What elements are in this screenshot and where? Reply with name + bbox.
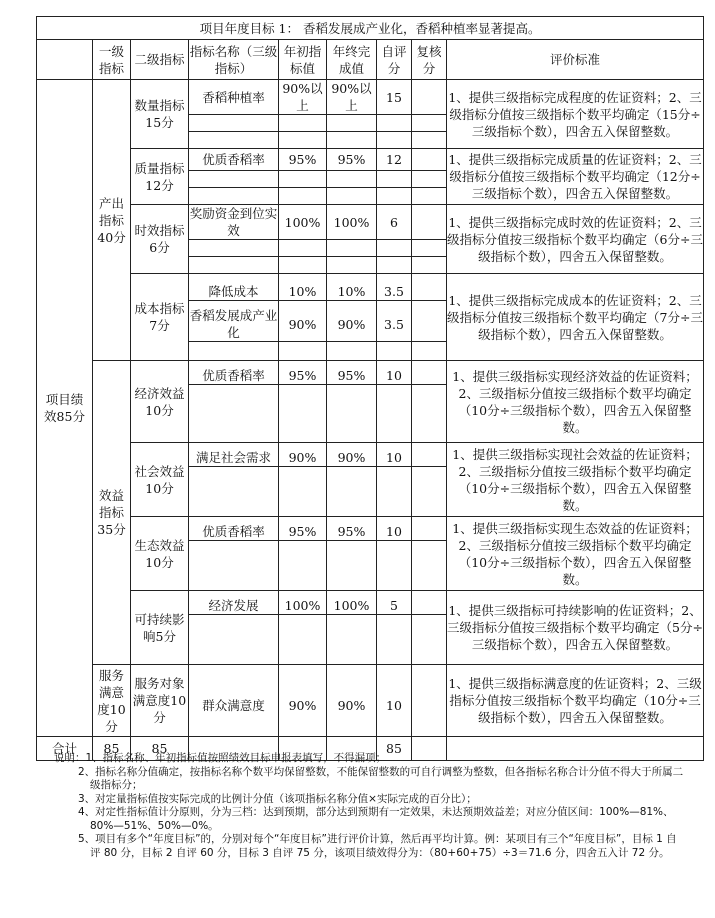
note-5: 5、项目有多个“年度目标”的，分别对每个“年度目标”进行评价计算，然后再平均计算。例：某项目有三个“年度目标”，目标 1 自评 80 分，目标 2 自评 60 分，目标 3 自评 75 分，该项目绩效得分为：（80+60+75）÷3＝71.6 分，四舍五入计 72 分。 <box>78 833 677 859</box>
blank-header-cell <box>37 40 93 80</box>
cost-score-1: 3.5 <box>377 274 412 301</box>
cost-initial-2: 90% <box>279 301 327 342</box>
social-initial: 90% <box>279 443 327 467</box>
quality-initial: 95% <box>279 149 327 171</box>
header-initial: 年初指标值 <box>279 40 327 80</box>
service-score: 10 <box>377 665 412 737</box>
economic-criteria: 1、提供三级指标实现经济效益的佐证资料；2、三级指标分值按三级指标个数平均确定（10分÷三级指标个数），四舍五入保留整数。 <box>447 361 704 443</box>
project-label: 项目绩效85分 <box>37 80 93 737</box>
note-1: 1、指标名称、年初指标值按照绩效目标申报表填写，不得漏项； <box>85 752 387 764</box>
timeliness-label: 时效指标6分 <box>131 205 189 274</box>
header-level2: 二级指标 <box>131 40 189 80</box>
ecological-criteria: 1、提供三级指标实现生态效益的佐证资料；2、三级指标分值按三级指标个数平均确定（10分÷三级指标个数），四舍五入保留整数。 <box>447 517 704 591</box>
sustainable-score: 5 <box>377 591 412 615</box>
economic-name: 优质香稻率 <box>189 361 279 385</box>
header-name: 指标名称（三级指标） <box>189 40 279 80</box>
economic-initial: 95% <box>279 361 327 385</box>
ecological-score: 10 <box>377 517 412 541</box>
service-review <box>412 665 447 737</box>
quantity-label: 数量指标15分 <box>131 80 189 149</box>
sustainable-review <box>412 591 447 615</box>
quality-final: 95% <box>327 149 377 171</box>
quality-review <box>412 149 447 171</box>
header-criteria: 评价标准 <box>447 40 704 80</box>
quality-label: 质量指标12分 <box>131 149 189 205</box>
notes-section <box>54 752 686 860</box>
service-criteria: 1、提供三级指标满意度的佐证资料；2、三级指标分值按三级指标个数平均确定（10分÷三级指标个数），四舍五入保留整数。 <box>447 665 704 737</box>
timeliness-final: 100% <box>327 205 377 240</box>
social-score: 10 <box>377 443 412 467</box>
total-label: 合计 <box>37 737 93 761</box>
group-benefit: 效益指标35分 <box>93 361 131 665</box>
timeliness-score: 6 <box>377 205 412 240</box>
cost-criteria: 1、提供三级指标完成成本的佐证资料；2、三级指标分值按三级指标个数平均确定（7分÷三级指标个数），四舍五入保留整数。 <box>447 274 704 361</box>
total-level1: 85 <box>93 737 131 761</box>
cost-name-2: 香稻发展成产业化 <box>189 301 279 342</box>
header-final: 年终完成值 <box>327 40 377 80</box>
notes-lead: 说明： <box>54 752 86 764</box>
timeliness-name: 奖励资金到位实效 <box>189 206 278 238</box>
service-name: 群众满意度 <box>189 665 279 737</box>
sustainable-final: 100% <box>327 591 377 615</box>
note-3: 3、对定量指标值按实际完成的比例计分值（该项指标名称分值×实际完成的百分比）； <box>78 792 477 805</box>
quantity-name: 香稻种植率 <box>189 80 279 115</box>
total-level2: 85 <box>131 737 189 761</box>
cost-review-2 <box>412 301 447 342</box>
cost-label: 成本指标7分 <box>131 274 189 361</box>
ecological-name: 优质香稻率 <box>189 517 279 541</box>
social-criteria: 1、提供三级指标实现社会效益的佐证资料；2、三级指标分值按三级指标个数平均确定（10分÷三级指标个数），四舍五入保留整数。 <box>447 443 704 517</box>
cost-score-2: 3.5 <box>377 301 412 342</box>
quantity-final: 90%以上 <box>327 80 377 115</box>
header-review-score: 复核分 <box>412 40 447 80</box>
ecological-label: 生态效益10分 <box>131 517 189 591</box>
social-name: 满足社会需求 <box>189 443 279 467</box>
quantity-criteria: 1、提供三级指标完成程度的佐证资料；2、三级指标分值按三级指标个数平均确定（15分÷三级指标个数），四舍五入保留整数。 <box>447 80 704 149</box>
service-initial: 90% <box>279 665 327 737</box>
social-review <box>412 443 447 467</box>
quality-score: 12 <box>377 149 412 171</box>
total-score: 85 <box>377 737 412 761</box>
sustainable-initial: 100% <box>279 591 327 615</box>
sustainable-criteria: 1、提供三级指标可持续影响的佐证资料；2、三级指标分值按三级指标个数平均确定（5分÷三级指标个数），四舍五入保留整数。 <box>447 591 704 665</box>
header-level1: 一级指标 <box>93 40 131 80</box>
timeliness-review <box>412 205 447 240</box>
economic-label: 经济效益10分 <box>131 361 189 443</box>
evaluation-table <box>36 16 704 761</box>
group-service: 服务满意度10分 <box>93 665 131 737</box>
service-final: 90% <box>327 665 377 737</box>
ecological-final: 95% <box>327 517 377 541</box>
quality-name: 优质香稻率 <box>189 149 279 171</box>
cost-initial-1: 10% <box>279 274 327 301</box>
timeliness-initial: 100% <box>279 205 327 240</box>
quantity-score: 15 <box>377 80 412 115</box>
cost-final-1: 10% <box>327 274 377 301</box>
quantity-initial: 90%以上 <box>279 80 327 115</box>
note-2: 2、指标名称分值确定，按指标名称个数平均保留整数，不能保留整数的可自行调整为整数，但各指标名称合计分值不得大于所属二级指标分； <box>78 765 684 791</box>
social-final: 90% <box>327 443 377 467</box>
quality-criteria: 1、提供三级指标完成质量的佐证资料；2、三级指标分值按三级指标个数平均确定（12分÷三级指标个数），四舍五入保留整数。 <box>447 149 704 205</box>
service-label: 服务对象满意度10分 <box>131 665 189 737</box>
ecological-initial: 95% <box>279 517 327 541</box>
sustainable-label: 可持续影响5分 <box>131 591 189 665</box>
header-self-score: 自评分 <box>377 40 412 80</box>
cost-review-1 <box>412 274 447 301</box>
cost-name-1: 降低成本 <box>189 274 279 301</box>
table-title: 项目年度目标 1： 香稻发展成产业化，香稻种植率显著提高。 <box>37 17 704 40</box>
group-output: 产出指标40分 <box>93 80 131 361</box>
economic-review <box>412 361 447 385</box>
note-4: 4、对定性指标值计分原则，分为三档：达到预期，部分达到预期有一定效果，未达预期效益差；对应分值区间：100%—81%、80%—51%、50%—0%。 <box>78 806 674 832</box>
quantity-review <box>412 80 447 115</box>
economic-final: 95% <box>327 361 377 385</box>
timeliness-criteria: 1、提供三级指标完成时效的佐证资料；2、三级指标分值按三级指标个数平均确定（6分÷三级指标个数），四舍五入保留整数。 <box>447 205 704 274</box>
ecological-review <box>412 517 447 541</box>
social-label: 社会效益10分 <box>131 443 189 517</box>
note-line-1 <box>54 752 686 766</box>
economic-score: 10 <box>377 361 412 385</box>
sustainable-name: 经济发展 <box>189 591 279 615</box>
cost-final-2: 90% <box>327 301 377 342</box>
